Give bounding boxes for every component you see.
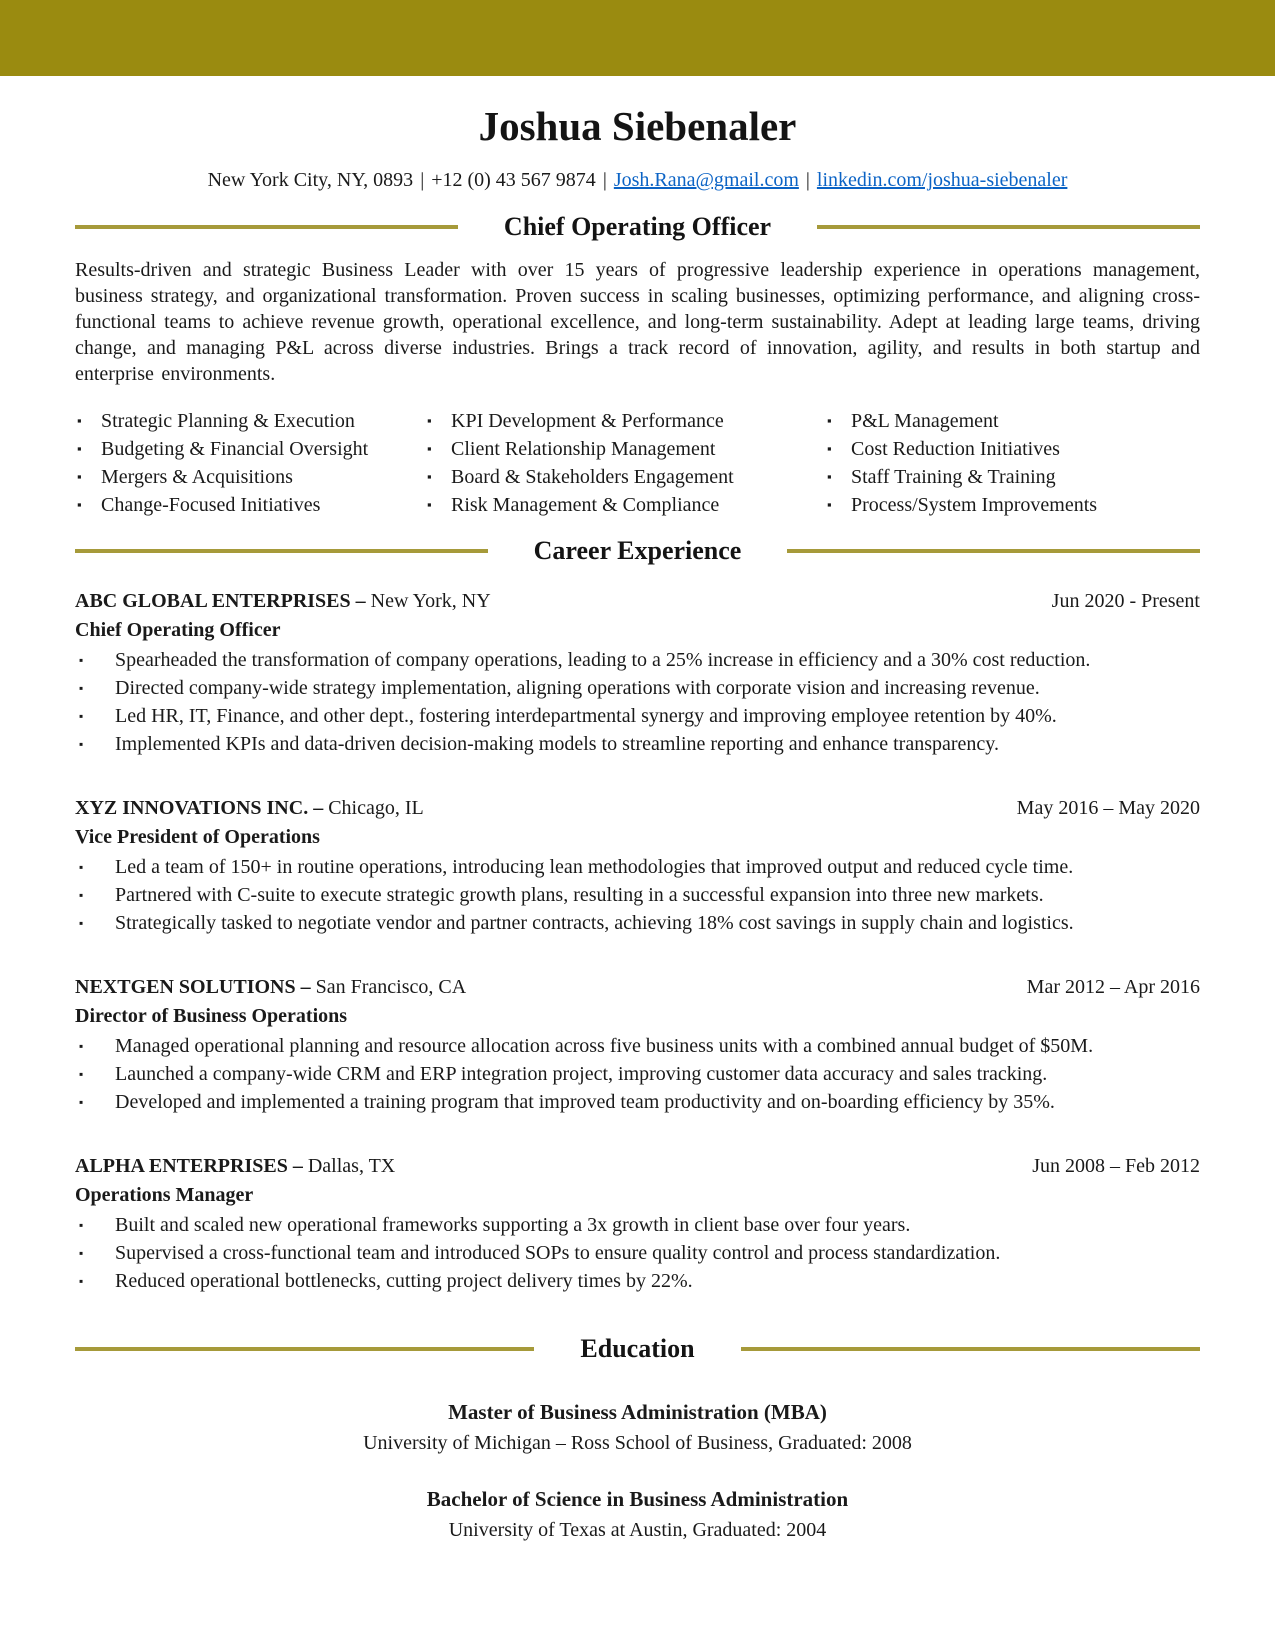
skill-item <box>425 463 825 491</box>
skill-item <box>75 491 425 519</box>
job-bullet-text: Led HR, IT, Finance, and other dept., fostering interdepartmental synergy and improving employee retention by 40%. <box>115 705 1057 727</box>
company-line <box>75 589 491 614</box>
job-bullet <box>75 732 1200 756</box>
education-entry <box>75 1399 1200 1456</box>
job-bullet-text: Implemented KPIs and data-driven decision-making models to streamline reporting and enhance transparency. <box>115 733 999 755</box>
job-bullet-list <box>75 1034 1200 1114</box>
skill-label: Staff Training & Training <box>851 466 1056 488</box>
skills-grid <box>75 407 1200 519</box>
bullet-icon: ▪ <box>79 888 84 902</box>
education-block <box>75 1399 1200 1543</box>
job-entry <box>75 1154 1200 1293</box>
bullet-icon: ▪ <box>79 653 84 667</box>
job-bullet-text: Built and scaled new operational frameworks supporting a 3x growth in client base over four years. <box>115 1214 911 1236</box>
job-bullet-text: Reduced operational bottlenecks, cutting project delivery times by 22%. <box>115 1270 693 1292</box>
company-name: ALPHA ENTERPRISES – <box>75 1155 303 1177</box>
skill-label: Change-Focused Initiatives <box>101 494 321 516</box>
job-bullet-list <box>75 855 1200 935</box>
skill-label: Risk Management & Compliance <box>451 494 720 516</box>
job-header <box>75 589 1200 614</box>
job-title: Vice President of Operations <box>75 826 320 848</box>
skill-item <box>825 463 1200 491</box>
skill-item <box>825 407 1200 435</box>
skill-label: Cost Reduction Initiatives <box>851 438 1060 460</box>
job-bullet-text: Managed operational planning and resource allocation across five business units with a combined annual budget of $50M. <box>115 1035 1094 1057</box>
skill-item <box>75 435 425 463</box>
bullet-icon: ▪ <box>79 1218 84 1232</box>
job-location: San Francisco, CA <box>315 976 467 998</box>
job-bullet-list <box>75 648 1200 756</box>
bullet-icon: ▪ <box>427 413 432 428</box>
company-name: XYZ INNOVATIONS INC. – <box>75 797 324 819</box>
job-bullet-text: Supervised a cross-functional team and introduced SOPs to ensure quality control and process standardization. <box>115 1242 1001 1264</box>
company-line <box>75 796 424 821</box>
job-bullet <box>75 704 1200 728</box>
bullet-icon: ▪ <box>79 916 84 930</box>
degree-name: Master of Business Administration (MBA) <box>448 1400 827 1424</box>
contact-separator: | <box>420 169 425 191</box>
skill-label: Client Relationship Management <box>451 438 716 460</box>
linkedin-link[interactable]: linkedin.com/joshua-siebenaler <box>816 169 1068 191</box>
summary-text: Results-driven and strategic Business Leader with over 15 years of progressive leadership experience in operations management, business strategy, and organizational transformation. Proven success in scaling businesses, optimizing performance, and aligning cross-functional teams to achieve revenue growth, operational excellence, and long-term sustainability. Adept at leading large teams, driving change, and managing P&L across diverse industries. Brings a track record of innovation, agility, and results in both startup and enterprise environments. <box>75 259 1200 385</box>
contact-line <box>75 168 1200 193</box>
skill-label: Board & Stakeholders Engagement <box>451 466 734 488</box>
bullet-icon: ▪ <box>427 441 432 456</box>
candidate-name: Joshua Siebenaler <box>478 103 797 149</box>
job-bullet <box>75 911 1200 935</box>
skill-item <box>825 491 1200 519</box>
bullet-icon: ▪ <box>79 1095 84 1109</box>
education-heading-label: Education <box>580 1334 695 1363</box>
heading-rule-right <box>787 549 1200 553</box>
job-bullet <box>75 1034 1200 1058</box>
job-location: Chicago, IL <box>328 797 424 819</box>
job-location: New York, NY <box>370 590 491 612</box>
heading-rule-right <box>817 225 1200 229</box>
company-name: ABC GLOBAL ENTERPRISES – <box>75 590 366 612</box>
skill-item <box>425 491 825 519</box>
bullet-icon: ▪ <box>77 441 82 456</box>
bullet-icon: ▪ <box>827 497 832 512</box>
skill-item <box>425 407 825 435</box>
job-dates: Jun 2008 – Feb 2012 <box>1032 1155 1200 1177</box>
bullet-icon: ▪ <box>427 497 432 512</box>
skill-item <box>825 435 1200 463</box>
bullet-icon: ▪ <box>79 709 84 723</box>
company-name: NEXTGEN SOLUTIONS – <box>75 976 311 998</box>
job-entry <box>75 975 1200 1114</box>
job-bullet <box>75 1062 1200 1086</box>
skill-label: Budgeting & Financial Oversight <box>101 438 369 460</box>
section-heading-experience <box>75 535 1200 567</box>
job-bullet <box>75 855 1200 879</box>
bullet-icon: ▪ <box>79 1067 84 1081</box>
job-bullet-text: Spearheaded the transformation of company operations, leading to a 25% increase in efficiency and a 30% cost reduction. <box>115 649 1091 671</box>
job-location: Dallas, TX <box>307 1155 396 1177</box>
bullet-icon: ▪ <box>827 413 832 428</box>
skill-item <box>75 463 425 491</box>
job-bullet-list <box>75 1213 1200 1293</box>
job-header <box>75 796 1200 821</box>
section-heading-education <box>75 1333 1200 1365</box>
bullet-icon: ▪ <box>79 681 84 695</box>
contact-separator: | <box>805 169 810 191</box>
bullet-icon: ▪ <box>79 860 84 874</box>
job-bullet-text: Strategically tasked to negotiate vendor and partner contracts, achieving 18% cost savings in supply chain and logistics. <box>115 912 1074 934</box>
bullet-icon: ▪ <box>79 1039 84 1053</box>
skill-label: P&L Management <box>851 410 999 432</box>
bullet-icon: ▪ <box>79 1246 84 1260</box>
skill-label: Mergers & Acquisitions <box>101 466 293 488</box>
job-bullet <box>75 1090 1200 1114</box>
job-bullet-text: Developed and implemented a training program that improved team productivity and on-boarding efficiency by 35%. <box>115 1091 1055 1113</box>
job-bullet-text: Directed company-wide strategy implementation, aligning operations with corporate vision and increasing revenue. <box>115 677 1040 699</box>
skill-label: Process/System Improvements <box>851 494 1098 516</box>
job-header <box>75 1154 1200 1179</box>
bullet-icon: ▪ <box>77 413 82 428</box>
skill-label: Strategic Planning & Execution <box>101 410 355 432</box>
education-entry <box>75 1486 1200 1543</box>
job-bullet-text: Launched a company-wide CRM and ERP integration project, improving customer data accuracy and sales tracking. <box>115 1063 1048 1085</box>
job-bullet-text: Partnered with C-suite to execute strategic growth plans, resulting in a successful expansion into three new markets. <box>115 884 1044 906</box>
bullet-icon: ▪ <box>77 497 82 512</box>
company-line <box>75 975 466 1000</box>
job-bullet <box>75 648 1200 672</box>
degree-name: Bachelor of Science in Business Administration <box>426 1487 849 1511</box>
bullet-icon: ▪ <box>427 469 432 484</box>
resume-content <box>0 102 1275 1543</box>
contact-phone: +12 (0) 43 567 9874 <box>431 169 596 191</box>
contact-separator: | <box>602 169 607 191</box>
job-title: Director of Business Operations <box>75 1005 348 1027</box>
school-line: University of Michigan – Ross School of Business, Graduated: 2008 <box>363 1432 912 1454</box>
company-line <box>75 1154 395 1179</box>
job-header <box>75 975 1200 1000</box>
job-entry <box>75 796 1200 935</box>
job-bullet <box>75 1241 1200 1265</box>
header-banner <box>0 0 1275 76</box>
bullet-icon: ▪ <box>79 737 84 751</box>
job-bullet <box>75 1269 1200 1293</box>
job-entry <box>75 589 1200 756</box>
experience-heading-label: Career Experience <box>533 536 742 565</box>
role-heading-row <box>75 211 1200 243</box>
bullet-icon: ▪ <box>79 1274 84 1288</box>
job-bullet-text: Led a team of 150+ in routine operations, introducing lean methodologies that improved output and reduced cycle time. <box>115 856 1074 878</box>
job-title: Chief Operating Officer <box>75 619 281 641</box>
skill-label: KPI Development & Performance <box>451 410 724 432</box>
job-title: Operations Manager <box>75 1184 254 1206</box>
contact-location: New York City, NY, 0893 <box>207 169 414 191</box>
heading-rule-left <box>75 1347 534 1351</box>
skill-item <box>75 407 425 435</box>
bullet-icon: ▪ <box>77 469 82 484</box>
job-dates: Jun 2020 - Present <box>1051 590 1200 612</box>
heading-rule-left <box>75 549 488 553</box>
heading-rule-right <box>741 1347 1200 1351</box>
skill-item <box>425 435 825 463</box>
job-bullet <box>75 883 1200 907</box>
job-dates: Mar 2012 – Apr 2016 <box>1026 976 1200 998</box>
heading-rule-left <box>75 225 458 229</box>
job-bullet <box>75 676 1200 700</box>
bullet-icon: ▪ <box>827 441 832 456</box>
job-dates: May 2016 – May 2020 <box>1016 797 1200 819</box>
job-bullet <box>75 1213 1200 1237</box>
role-heading: Chief Operating Officer <box>503 212 772 241</box>
email-link[interactable]: Josh.Rana@gmail.com <box>613 169 799 191</box>
bullet-icon: ▪ <box>827 469 832 484</box>
school-line: University of Texas at Austin, Graduated: 2004 <box>448 1519 827 1541</box>
